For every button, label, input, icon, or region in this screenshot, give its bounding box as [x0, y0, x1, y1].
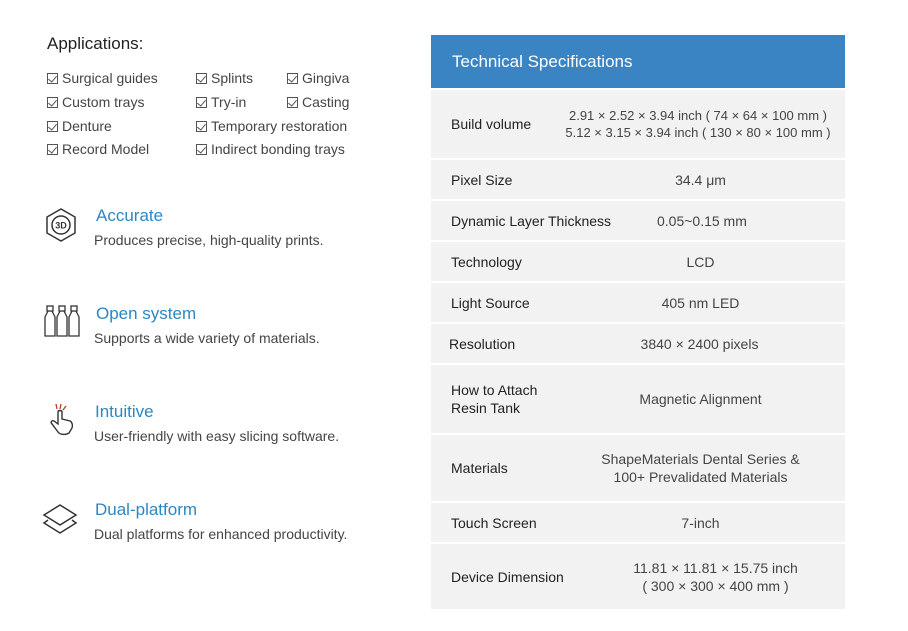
spec-value: [566, 171, 845, 189]
feature-desc-dual-platform: Dual platforms for enhanced productivity.: [94, 526, 348, 542]
app-item-surgical-guides: Surgical guides: [47, 70, 158, 86]
spec-value-line: 34.4 μm: [675, 171, 726, 188]
spec-table-title: Technical Specifications: [431, 35, 845, 88]
spec-value: [641, 212, 845, 230]
spec-label: Device Dimension: [451, 568, 564, 585]
feature-desc-open-system: Supports a wide variety of materials.: [94, 330, 320, 346]
spec-table: [431, 35, 845, 609]
spec-value: [566, 390, 845, 408]
spec-value: [566, 253, 845, 271]
applications-title: Applications:: [47, 34, 144, 53]
feature-title-dual-platform: Dual-platform: [95, 500, 198, 519]
spec-row-resin-tank: [431, 363, 845, 433]
spec-label: How to Attach Resin Tank: [451, 382, 538, 416]
app-item-casting: Casting: [287, 94, 349, 110]
spec-label: Technology: [451, 253, 522, 270]
checkbox-icon: [47, 97, 58, 108]
feature-title-open-system: Open system: [96, 304, 197, 323]
layers-icon: [42, 503, 78, 539]
checkbox-icon: [47, 144, 58, 155]
3d-cube-icon-text: 3D: [55, 220, 67, 231]
spec-value-line: 5.12 × 3.15 × 3.94 inch ( 130 × 80 × 100 mm ): [565, 125, 831, 140]
spec-row-layer-thickness: [431, 199, 845, 240]
checkbox-icon: [287, 97, 298, 108]
3d-cube-icon: [43, 207, 79, 243]
spec-value: [564, 335, 845, 353]
spec-row-light-source: [431, 281, 845, 322]
app-item-record-model: Record Model: [47, 141, 149, 157]
spec-value: [566, 450, 845, 486]
spec-row-resolution: [431, 322, 845, 363]
spec-label: Pixel Size: [451, 171, 513, 188]
spec-value-line: 3840 × 2400 pixels: [640, 335, 759, 352]
spec-row-build-volume: [431, 88, 845, 158]
spec-label: Materials: [451, 460, 508, 476]
spec-value-line: 2.91 × 2.52 × 3.94 inch ( 74 × 64 × 100 mm ): [568, 108, 827, 123]
spec-value-line: 405 nm LED: [661, 294, 740, 311]
resin-bottles-icon: [44, 303, 80, 339]
spec-value-line: 0.05~0.15 mm: [657, 212, 747, 229]
spec-value-line: LCD: [686, 253, 715, 270]
checkbox-icon: [196, 121, 207, 132]
checkbox-icon: [47, 121, 58, 132]
feature-desc-intuitive: User-friendly with easy slicing software.: [94, 428, 340, 444]
checkbox-icon: [47, 73, 58, 84]
feature-title-accurate: Accurate: [96, 206, 164, 225]
spec-value: [566, 294, 845, 312]
spec-label: Touch Screen: [451, 514, 537, 531]
spec-value-line: 11.81 × 11.81 × 15.75 inch: [633, 559, 798, 576]
checkbox-icon: [196, 144, 207, 155]
tap-hand-icon: [44, 402, 80, 438]
checkbox-icon: [287, 73, 298, 84]
feature-desc-accurate: Produces precise, high-quality prints.: [94, 232, 324, 248]
spec-row-materials: [431, 433, 845, 501]
spec-label: Build volume: [451, 116, 532, 132]
app-item-denture: Denture: [47, 118, 112, 134]
spec-row-touch-screen: [431, 501, 845, 542]
spec-label: Dynamic Layer Thickness: [451, 212, 612, 229]
checkbox-icon: [196, 73, 207, 84]
app-item-custom-trays: Custom trays: [47, 94, 144, 110]
spec-value-line: 100+ Prevalidated Materials: [613, 469, 788, 485]
spec-row-device-dimension: [431, 542, 845, 609]
spec-value: [561, 107, 845, 141]
app-item-gingiva: Gingiva: [287, 70, 349, 86]
spec-label: Resolution: [449, 335, 516, 352]
spec-value-line: ShapeMaterials Dental Series &: [601, 451, 800, 467]
spec-value: [586, 559, 845, 595]
app-item-try-in: Try-in: [196, 94, 246, 110]
app-item-temporary-restoration: Temporary restoration: [196, 118, 347, 134]
spec-value-line: ( 300 × 300 × 400 mm ): [642, 577, 789, 594]
app-item-indirect-bonding-trays: Indirect bonding trays: [196, 141, 345, 157]
spec-value-line: 7-inch: [681, 514, 720, 531]
spec-row-pixel-size: [431, 158, 845, 199]
spec-value: [566, 514, 845, 532]
spec-value-line: Magnetic Alignment: [639, 391, 762, 407]
spec-label: Light Source: [451, 294, 530, 311]
feature-title-intuitive: Intuitive: [95, 402, 154, 421]
app-item-splints: Splints: [196, 70, 253, 86]
spec-row-technology: [431, 240, 845, 281]
checkbox-icon: [196, 97, 207, 108]
